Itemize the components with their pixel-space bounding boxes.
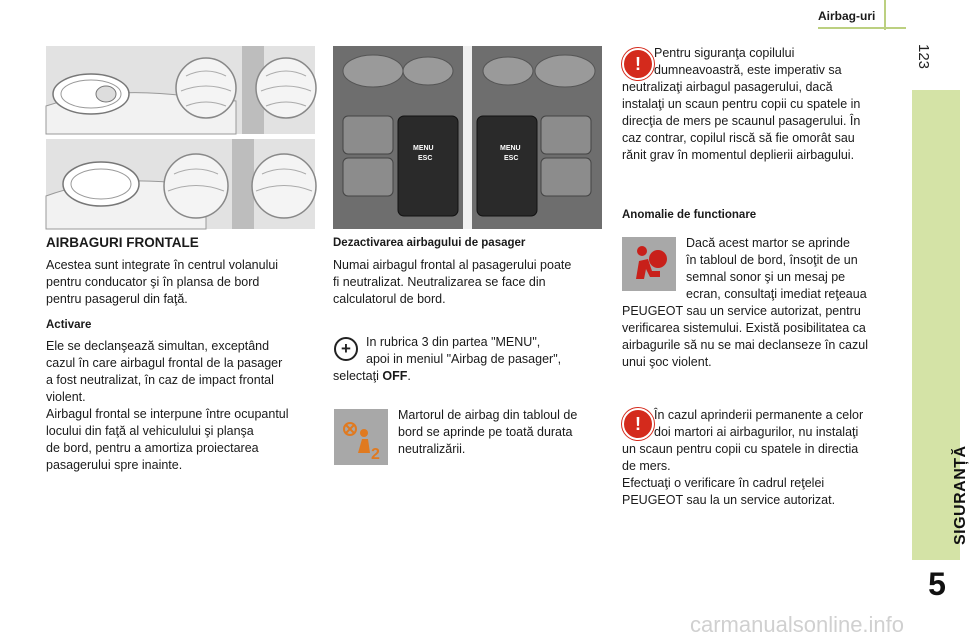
airbag-off-icon	[334, 409, 388, 465]
off-keyword: OFF	[382, 369, 408, 383]
malfunction-line: ecran, consultaţi imediat reţeaua	[686, 287, 867, 301]
warning-line: Pentru siguranţa copilului	[654, 46, 795, 60]
menu-label-left: MENU	[413, 145, 434, 152]
controls-drawing	[333, 46, 602, 229]
malfunction-line: unui şoc violent.	[622, 355, 712, 369]
malfunction-line: airbagurile să nu se mai declanseze în cazul	[622, 338, 868, 352]
watermark: carmanualsonline.info	[690, 612, 905, 637]
activation-line: Ele se declanşează simultan, exceptând	[46, 339, 270, 353]
indicator-line: Martorul de airbag din tabloul de	[398, 408, 578, 422]
intro-line: pentru pasagerul din faţă.	[46, 292, 188, 306]
plus-icon: +	[334, 337, 358, 361]
menu-label-right: MENU	[500, 145, 521, 152]
malfunction-line: verificarea sistemului. Există posibilitatea ca	[622, 321, 866, 335]
malfunction-line: în tabloul de bord, însoţit de un	[686, 253, 858, 267]
frontal-airbags-heading: AIRBAGURI FRONTALE	[46, 235, 199, 250]
header-rule	[818, 27, 906, 29]
warning-line: caz contrar, copilul riscă să fie omorât sau	[622, 131, 855, 145]
malfunction-line: Dacă acest martor se aprinde	[686, 236, 850, 250]
warning-line: PEUGEOT sau la un service autorizat.	[622, 493, 836, 507]
warning-line: Efectuaţi o verificare în cadrul reţelei	[622, 476, 825, 490]
esc-label-left: ESC	[418, 155, 433, 162]
svg-text:2: 2	[371, 446, 380, 463]
malfunction-line: semnal sonor şi un mesaj pe	[686, 270, 846, 284]
chapter-number: 5	[928, 566, 946, 602]
deactivation-text	[333, 257, 608, 308]
intro-line: Acestea sunt integrate în centrul volanului	[46, 258, 279, 272]
malfunction-heading: Anomalie de functionare	[622, 209, 757, 221]
tip-line: apoi in meniul "Airbag de pasager",	[366, 352, 562, 366]
child-safety-warning	[622, 79, 902, 164]
warning-line: doi martori ai airbagurilor, nu instalaţi	[654, 425, 859, 439]
child-safety-warning-indented	[654, 45, 899, 79]
frontal-airbags-intro	[46, 257, 316, 308]
intro-line: pentru conducator şi în plansa de bord	[46, 275, 260, 289]
activation-line: cazul în care airbagul frontal de la pasager	[46, 356, 283, 370]
indicator-line: bord se aprinde pe toată durata	[398, 425, 573, 439]
deactivation-heading: Dezactivarea airbagului de pasager	[333, 237, 526, 249]
warning-line: În cazul aprinderii permanente a celor	[654, 408, 864, 422]
indicator-line: neutralizării.	[398, 442, 466, 456]
tip-period: .	[407, 369, 411, 383]
tip-last-line	[333, 368, 411, 385]
warning-line: dumneavoastră, este imperativ sa	[654, 63, 842, 77]
warning-line: rănit grav în momentul deplierii airbagului.	[622, 148, 855, 162]
section-title: Airbag-uri	[818, 9, 876, 23]
dashboard-controls-photo	[333, 46, 602, 229]
deactivation-line: fi neutralizat. Neutralizarea se face din	[333, 275, 546, 289]
permanent-warning-indented	[654, 407, 899, 441]
tip-line: In rubrica 3 din partea "MENU",	[366, 335, 541, 349]
deactivation-line: Numai airbagul frontal al pasagerului poate	[333, 258, 572, 272]
esc-label-right: ESC	[504, 155, 519, 162]
warning-icon: !	[622, 408, 654, 440]
activation-line: locului din faţă al vehiculului şi planşa	[46, 424, 254, 438]
indicator-text	[398, 407, 608, 458]
airbags-drawing	[46, 46, 315, 229]
activation-line: de bord, pentru a amortiza proiectarea	[46, 441, 259, 455]
malfunction-line: PEUGEOT sau un service autorizat, pentru	[622, 304, 861, 318]
deactivation-line: calculatorul de bord.	[333, 292, 446, 306]
warning-line: de mers.	[622, 459, 671, 473]
header-divider	[884, 0, 886, 30]
warning-line: neutralizaţi airbagul pasagerului, dacă	[622, 80, 833, 94]
activation-text	[46, 338, 321, 474]
activation-line: violent.	[46, 390, 86, 404]
airbag-fault-glyph	[622, 237, 676, 291]
chapter-label: SIGURANȚĂ	[952, 445, 969, 545]
airbag-fault-icon	[622, 237, 676, 291]
activation-heading: Activare	[46, 319, 92, 331]
activation-line: pasagerului spre inainte.	[46, 458, 183, 472]
malfunction-text	[622, 303, 907, 371]
malfunction-text-indented	[686, 235, 901, 303]
frontal-airbags-illustration	[46, 46, 315, 229]
warning-line: instalaţi un scaun pentru copii cu spatele in	[622, 97, 861, 111]
tip-text-indented	[366, 334, 606, 368]
warning-line: direcţia de mers pe scaunul pasagerului. În	[622, 114, 861, 128]
activation-line: a fost neutralizat, în caz de impact frontal	[46, 373, 274, 387]
tip-select: selectaţi	[333, 369, 383, 383]
activation-line: Airbagul frontal se interpune între ocupantul	[46, 407, 289, 421]
airbag-off-glyph	[334, 409, 388, 465]
permanent-warning	[622, 441, 902, 509]
warning-icon: !	[622, 48, 654, 80]
warning-line: un scaun pentru copii cu spatele in directia	[622, 442, 859, 456]
page-number: 123	[915, 44, 932, 70]
